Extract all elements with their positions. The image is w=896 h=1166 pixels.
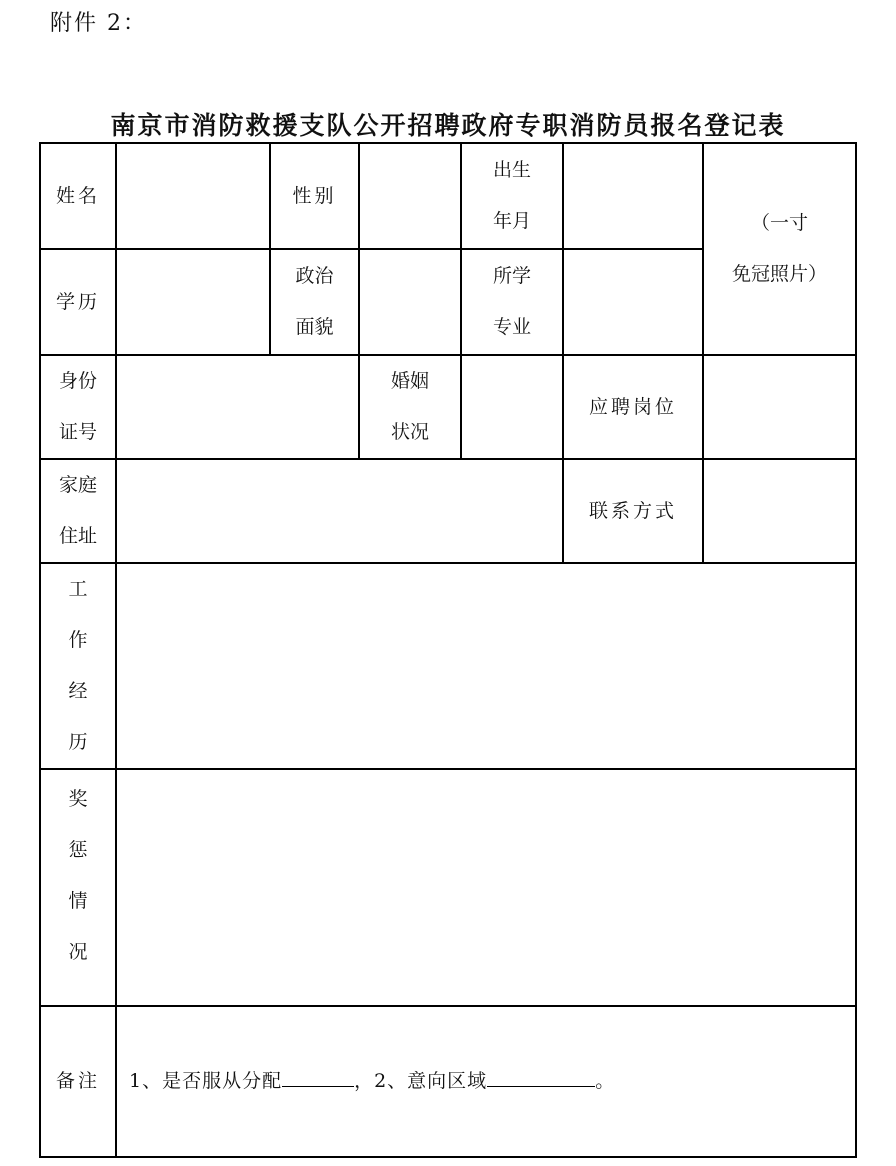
work-history-label: 工 作 经 历 xyxy=(40,563,116,769)
photo-box[interactable]: （一寸 免冠照片） xyxy=(703,143,856,355)
home-address-label: 家庭 住址 xyxy=(40,459,116,563)
attachment-label: 附件 2： xyxy=(50,11,147,36)
remarks-end: 。 xyxy=(595,1070,616,1092)
page-title: 南京市消防救援支队公开招聘政府专职消防员报名登记表 xyxy=(110,111,786,140)
birth-date-label: 出生 年月 xyxy=(461,143,563,249)
remarks-label: 备注 xyxy=(40,1006,116,1157)
home-address-field[interactable] xyxy=(116,459,563,563)
remarks-text-2: ，2、意向区域 xyxy=(354,1070,488,1092)
remarks-text-1: 1、是否服从分配 xyxy=(129,1070,283,1092)
name-field[interactable] xyxy=(116,143,270,249)
rewards-label: 奖 惩 情 况 xyxy=(40,769,116,1006)
rewards-field[interactable] xyxy=(116,769,856,1006)
marital-status-field[interactable] xyxy=(461,355,563,459)
major-field[interactable] xyxy=(563,249,703,355)
assignment-blank[interactable] xyxy=(282,1068,354,1087)
education-field[interactable] xyxy=(116,249,270,355)
political-status-field[interactable] xyxy=(359,249,461,355)
work-history-field[interactable] xyxy=(116,563,856,769)
position-field[interactable] xyxy=(703,355,856,459)
gender-label: 性别 xyxy=(270,143,359,249)
name-label: 姓名 xyxy=(40,143,116,249)
marital-status-label: 婚姻 状况 xyxy=(359,355,461,459)
position-label: 应聘岗位 xyxy=(563,355,703,459)
region-blank[interactable] xyxy=(487,1068,595,1087)
gender-field[interactable] xyxy=(359,143,461,249)
id-number-field[interactable] xyxy=(116,355,359,459)
remarks-field xyxy=(116,1006,856,1157)
education-label: 学历 xyxy=(40,249,116,355)
contact-label: 联系方式 xyxy=(563,459,703,563)
registration-form xyxy=(39,142,857,1158)
major-label: 所学 专业 xyxy=(461,249,563,355)
id-number-label: 身份 证号 xyxy=(40,355,116,459)
political-status-label: 政治 面貌 xyxy=(270,249,359,355)
contact-field[interactable] xyxy=(703,459,856,563)
birth-date-field[interactable] xyxy=(563,143,703,249)
